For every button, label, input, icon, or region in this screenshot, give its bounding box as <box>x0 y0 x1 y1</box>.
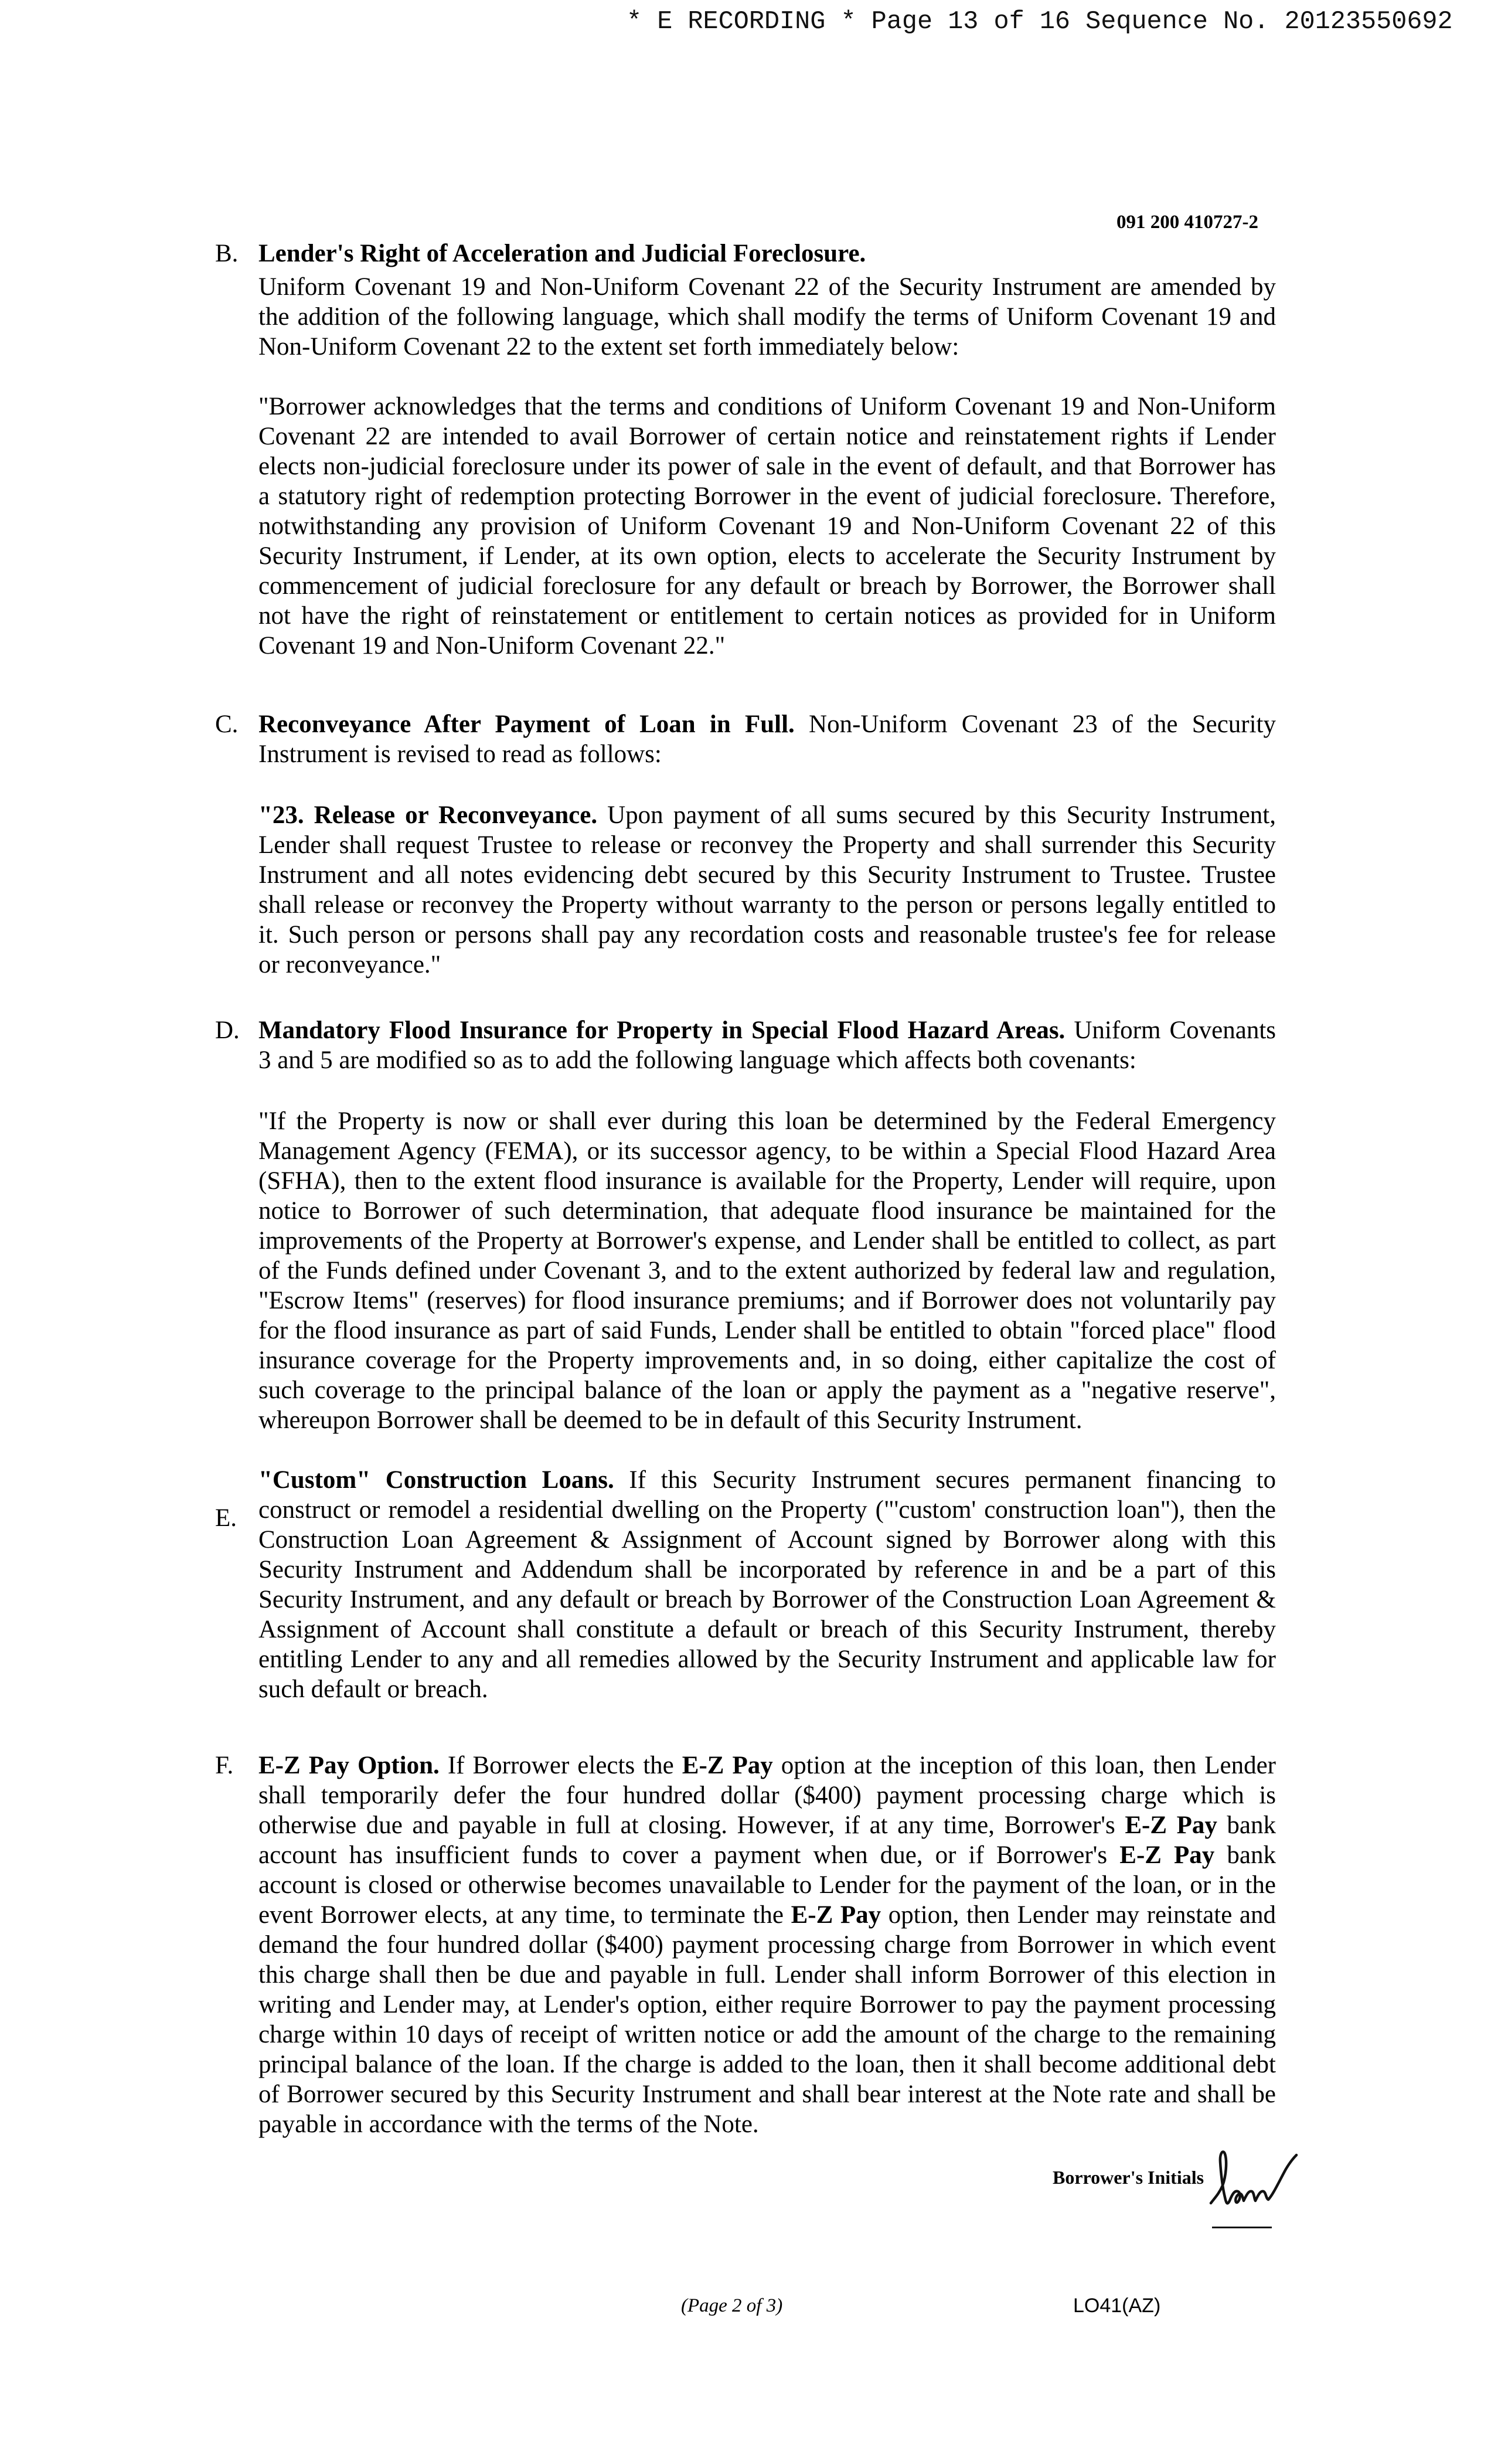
bold-text: E-Z Pay <box>1125 1812 1217 1839</box>
text-run: "Escrow Items" (reserves) for flood insurance premiums; and if Borrower does not voluntarily pay <box>258 1287 1276 1314</box>
text-run: Construction Loan Agreement & Assignment of Account signed by Borrower along with this <box>258 1526 1276 1554</box>
text-run: Lender shall request Trustee to release or reconvey the Property and shall surrender this Security <box>258 831 1276 859</box>
text-run: Uniform Covenant 19 and Non-Uniform Covenant 22 of the Security Instrument are amended by <box>258 273 1276 301</box>
text-run: 3 and 5 are modified so as to add the following language which affects both covenants: <box>258 1046 1136 1074</box>
text-line <box>258 1286 1276 1316</box>
paragraph <box>258 1015 1276 1075</box>
text-run: construct or remodel a residential dwelling on the Property ("'custom' construction loan"), then the <box>258 1496 1276 1524</box>
section-letter: C. <box>215 711 239 738</box>
text-run: Covenant 19 and Non-Uniform Covenant 22." <box>258 632 726 660</box>
text-line <box>258 739 1276 769</box>
paragraph <box>258 272 1276 362</box>
recording-stamp: * E RECORDING * Page 13 of 16 Sequence No. 20123550692 <box>627 8 1453 36</box>
text-line <box>258 1345 1276 1375</box>
text-run: option, then Lender may reinstate and <box>881 1901 1276 1929</box>
text-run: charge within 10 days of receipt of written notice or add the amount of the charge to the remaining <box>258 2021 1276 2048</box>
text-run: or reconveyance." <box>258 951 441 978</box>
text-line <box>258 1751 1276 1780</box>
text-line <box>258 2050 1276 2079</box>
text-line <box>258 1196 1276 1226</box>
text-line <box>258 451 1276 481</box>
bold-text: E-Z Pay <box>1119 1841 1215 1869</box>
text-line <box>258 1555 1276 1585</box>
text-run: shall release or reconvey the Property without warranty to the person or persons legally entitled to <box>258 891 1276 919</box>
text-line <box>258 2109 1276 2139</box>
text-line <box>258 541 1276 571</box>
text-run: insurance coverage for the Property improvements and, in so doing, either capitalize the cost of <box>258 1347 1276 1374</box>
text-line <box>258 1465 1276 1495</box>
text-run: account is closed or otherwise becomes unavailable to Lender for the payment of the loan, or in the <box>258 1871 1276 1899</box>
text-run: the addition of the following language, which shall modify the terms of Uniform Covenant 19 and <box>258 303 1276 331</box>
text-run: Upon payment of all sums secured by this Security Instrument, <box>597 801 1276 829</box>
text-run: "Borrower acknowledges that the terms and conditions of Uniform Covenant 19 and Non-Uniform <box>258 393 1276 420</box>
text-line <box>258 1316 1276 1345</box>
text-line <box>258 2020 1276 2050</box>
paragraph <box>258 1465 1276 1704</box>
text-run: Covenant 22 are intended to avail Borrower of certain notice and reinstatement rights if Lender <box>258 423 1276 450</box>
text-line <box>258 631 1276 661</box>
text-line <box>258 332 1276 362</box>
text-run: Security Instrument, if Lender, at its own option, elects to accelerate the Security Instrument by <box>258 542 1276 570</box>
text-line <box>258 302 1276 332</box>
bold-text: "Custom" Construction Loans. <box>258 1466 614 1494</box>
text-run: not have the right of reinstatement or entitlement to certain notices as provided for in Uniform <box>258 602 1276 630</box>
bold-text: E-Z Pay <box>682 1752 773 1779</box>
text-run: payable in accordance with the terms of the Note. <box>258 2110 759 2138</box>
text-line <box>258 1644 1276 1674</box>
text-line <box>258 1015 1276 1045</box>
borrower-initials-label: Borrower's Initials <box>1053 2167 1204 2188</box>
text-line <box>258 830 1276 860</box>
text-run: of the Funds defined under Covenant 3, and to the extent authorized by federal law and regulation, <box>258 1257 1276 1284</box>
bold-text: Lender's Right of Acceleration and Judicial Foreclosure. <box>258 240 866 267</box>
text-run: notice to Borrower of such determination, that adequate flood insurance be maintained for the <box>258 1197 1276 1225</box>
text-run: Security Instrument, and any default or breach by Borrower of the Construction Loan Agreement & <box>258 1586 1276 1613</box>
bold-text: E-Z Pay <box>791 1901 881 1929</box>
text-run: writing and Lender may, at Lender's option, either require Borrower to pay the payment processing <box>258 1991 1276 2018</box>
text-run: otherwise due and payable in full at closing. However, if at any time, Borrower's <box>258 1812 1125 1839</box>
text-line <box>258 1226 1276 1256</box>
text-line <box>258 601 1276 631</box>
text-run: If Borrower elects the <box>439 1752 682 1779</box>
text-run: Assignment of Account shall constitute a default or breach of this Security Instrument, thereby <box>258 1616 1276 1643</box>
text-run: Security Instrument and Addendum shall be incorporated by reference in and be a part of this <box>258 1556 1276 1583</box>
text-run: shall temporarily defer the four hundred dollar ($400) payment processing charge which is <box>258 1782 1276 1809</box>
text-line <box>258 890 1276 920</box>
text-run: demand the four hundred dollar ($400) payment processing charge from Borrower in which event <box>258 1931 1276 1959</box>
text-line <box>258 1674 1276 1704</box>
text-line <box>258 392 1276 422</box>
text-line <box>258 1166 1276 1196</box>
text-line <box>258 1106 1276 1136</box>
text-run: for the flood insurance as part of said Funds, Lender shall be entitled to obtain "forced place" flood <box>258 1317 1276 1344</box>
text-run: such coverage to the principal balance of the loan or apply the payment as a "negative reserve", <box>258 1377 1276 1404</box>
bold-text: Reconveyance After Payment of Loan in Full. <box>258 711 795 738</box>
text-line <box>258 239 1276 269</box>
paragraph <box>258 709 1276 769</box>
text-run: event Borrower elects, at any time, to terminate the <box>258 1901 791 1929</box>
text-run: principal balance of the loan. If the charge is added to the loan, then it shall become additional debt <box>258 2051 1276 2078</box>
form-code: LO41(AZ) <box>1073 2295 1161 2317</box>
text-run: of Borrower secured by this Security Instrument and shall bear interest at the Note rate and shall be <box>258 2081 1276 2108</box>
text-run: bank <box>1217 1812 1276 1839</box>
signature-stroke <box>1211 2152 1296 2203</box>
text-line <box>258 422 1276 451</box>
text-line <box>258 920 1276 950</box>
text-line <box>258 860 1276 890</box>
text-line <box>258 1900 1276 1930</box>
bold-text: Mandatory Flood Insurance for Property in Special Flood Hazard Areas. <box>258 1017 1066 1044</box>
text-line <box>258 709 1276 739</box>
text-line <box>258 1960 1276 1990</box>
text-run: Uniform Covenants <box>1065 1017 1276 1044</box>
text-run: commencement of judicial foreclosure for any default or breach by Borrower, the Borrower shall <box>258 572 1276 600</box>
text-run: a statutory right of redemption protecting Borrower in the event of judicial foreclosure. Therefore, <box>258 482 1276 510</box>
text-run: (SFHA), then to the extent flood insurance is available for the Property, Lender will require, upon <box>258 1167 1276 1195</box>
signature-initials <box>1207 2147 1298 2211</box>
section-letter: F. <box>215 1752 234 1779</box>
text-line <box>258 1585 1276 1615</box>
text-line <box>258 481 1276 511</box>
text-line <box>258 1375 1276 1405</box>
section-letter: E. <box>215 1504 237 1532</box>
text-line <box>258 511 1276 541</box>
bold-text: "23. Release or Reconveyance. <box>258 801 598 829</box>
text-run: entitling Lender to any and all remedies allowed by the Security Instrument and applicable law for <box>258 1646 1276 1673</box>
text-line <box>258 1525 1276 1555</box>
text-line <box>258 1990 1276 2020</box>
text-run: If this Security Instrument secures permanent financing to <box>614 1466 1276 1494</box>
text-run: "If the Property is now or shall ever during this loan be determined by the Federal Emergency <box>258 1107 1276 1135</box>
text-line <box>258 950 1276 980</box>
text-run: Instrument is revised to read as follows: <box>258 740 662 768</box>
quoted-paragraph <box>258 800 1276 980</box>
text-run: option at the inception of this loan, then Lender <box>772 1752 1276 1779</box>
text-line <box>258 1256 1276 1286</box>
section-letter: D. <box>215 1017 240 1044</box>
text-run: account has insufficient funds to cover a payment when due, or if Borrower's <box>258 1841 1120 1869</box>
text-run: Management Agency (FEMA), or its successor agency, to be within a Special Flood Hazard Area <box>258 1137 1276 1165</box>
text-run: bank <box>1214 1841 1276 1869</box>
text-line <box>258 1615 1276 1644</box>
text-line <box>258 1810 1276 1840</box>
paragraph <box>258 1751 1276 2139</box>
text-line <box>258 1495 1276 1525</box>
page-number: (Page 2 of 3) <box>681 2295 783 2316</box>
text-line <box>258 1840 1276 1870</box>
quoted-paragraph <box>258 1106 1276 1435</box>
text-run: whereupon Borrower shall be deemed to be in default of this Security Instrument. <box>258 1406 1082 1434</box>
text-run: elects non-judicial foreclosure under its power of sale in the event of default, and that Borrower has <box>258 453 1276 480</box>
loan-number: 091 200 410727-2 <box>1116 212 1258 233</box>
text-run: such default or breach. <box>258 1675 488 1703</box>
text-line <box>258 1930 1276 1960</box>
text-run: Instrument and all notes evidencing debt secured by this Security Instrument to Trustee. Trustee <box>258 861 1276 889</box>
text-line <box>258 272 1276 302</box>
bold-text: E-Z Pay Option. <box>258 1752 440 1779</box>
quoted-paragraph <box>258 392 1276 661</box>
text-run: this charge shall then be due and payable in full. Lender shall inform Borrower of this election in <box>258 1961 1276 1989</box>
text-line <box>258 1405 1276 1435</box>
text-line <box>258 571 1276 601</box>
text-line <box>258 1136 1276 1166</box>
text-run: Non-Uniform Covenant 22 to the extent set forth immediately below: <box>258 333 959 361</box>
text-run: improvements of the Property at Borrower's expense, and Lender shall be entitled to collect, as part <box>258 1227 1276 1255</box>
text-line <box>258 1870 1276 1900</box>
text-run: it. Such person or persons shall pay any recordation costs and reasonable trustee's fee for release <box>258 921 1276 949</box>
text-run: notwithstanding any provision of Uniform Covenant 19 and Non-Uniform Covenant 22 of this <box>258 512 1276 540</box>
text-line <box>258 1045 1276 1075</box>
text-line <box>258 800 1276 830</box>
text-run: Non-Uniform Covenant 23 of the Security <box>794 711 1276 738</box>
section-letter: B. <box>215 240 239 267</box>
section-heading <box>258 239 1276 269</box>
initials-underline <box>1212 2227 1272 2228</box>
text-line <box>258 1780 1276 1810</box>
text-line <box>258 2079 1276 2109</box>
